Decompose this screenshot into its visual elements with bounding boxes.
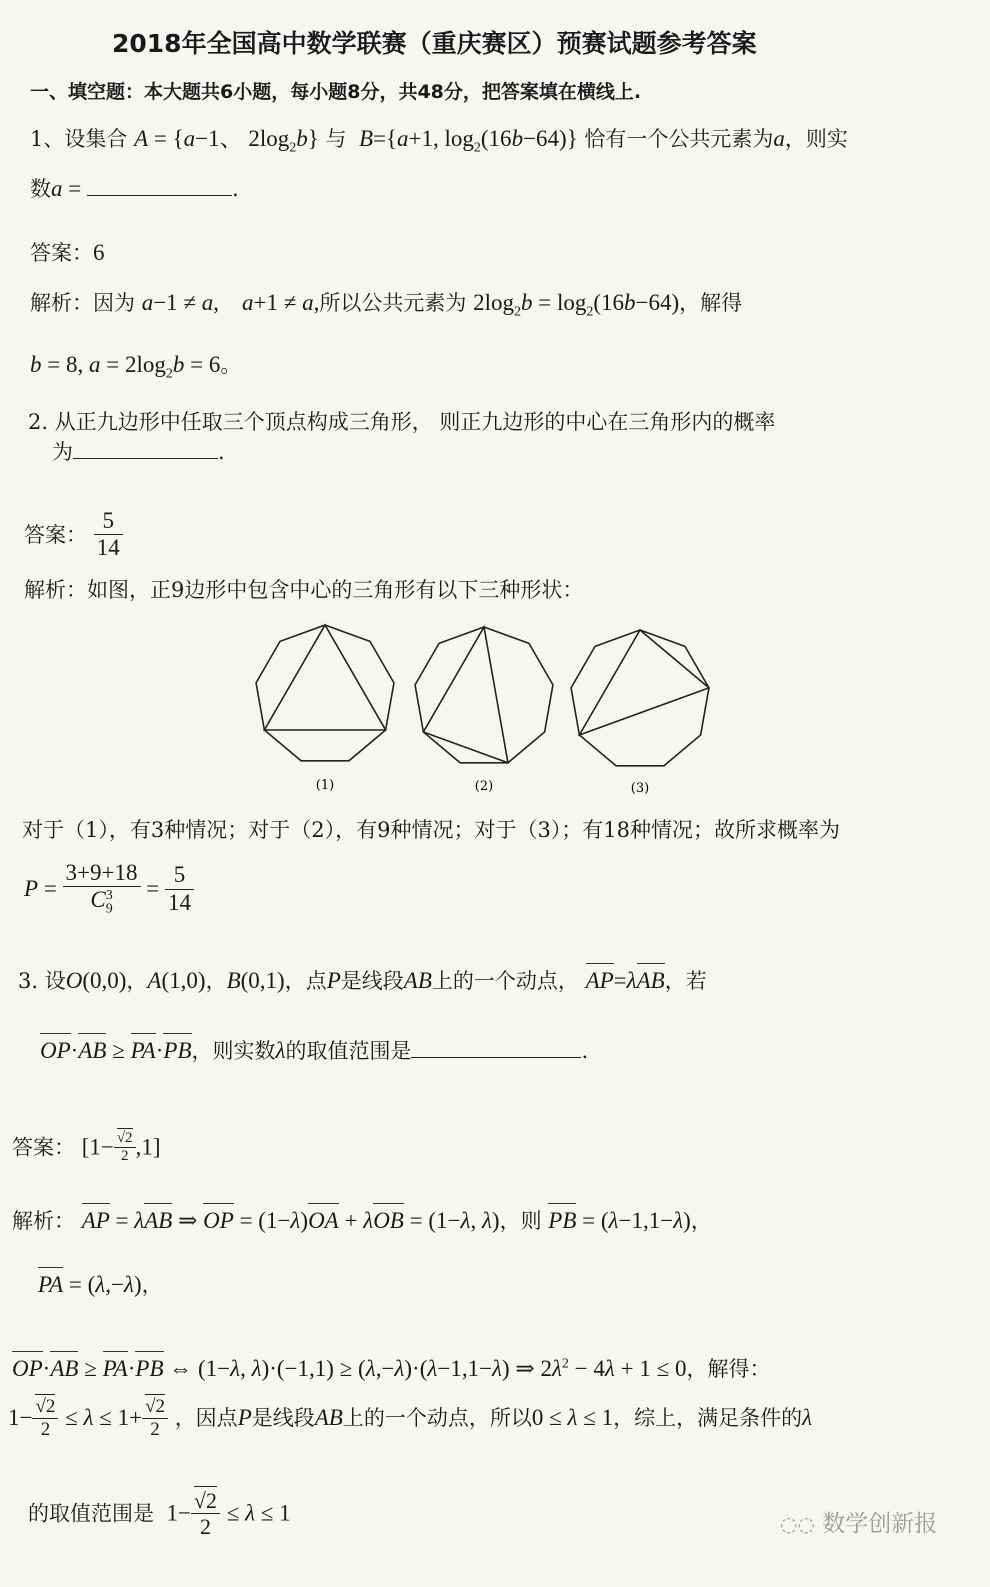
q3-vector-pa: PA = (λ,−λ)， [38,1272,163,1297]
nonagon-figures [240,615,730,805]
q1-solution-result: b = 8, $a = 2\log_2b = 6$。 [30,352,242,382]
q1-statement-line2: 数a = . [30,176,239,201]
section-heading: 一、填空题：本大题共6小题，每小题8分，共48分，把答案填在横线上. [30,81,642,103]
nonagon-3 [571,630,709,766]
q1-statement: 1、设集合 A = {a−1、 $2\log_2b$} 与 B={a+1, $\log_2(16b-64)$} 恰有一个公共元素为a，则实 [30,126,848,156]
fig-label-1: (1) [315,778,335,793]
q2-statement: 2. 从正九边形中任取三个顶点构成三角形， 则正九边形的中心在三角形内的概率 [28,410,776,434]
wechat-icon: ◌◌ [780,1512,815,1536]
q2-answer: 答案： $\frac{5}{14}$ [24,508,123,562]
q2-probability-formula: P = $\frac{3+9+18}{C_9^3}$ = $\frac{5}{14}$ [24,860,194,918]
q1-solution: 解析：因为 a−1 ≠ a, a+1 ≠ a,所以公共元素为 $2\log_2b = \log_2(16b-64)$，解得 [30,290,743,320]
q1-answer: 答案：6 [30,240,105,265]
q3-statement-line2: OP·AB ≥ PA·PB，则实数λ的取值范围是 . [40,1038,589,1063]
nonagon-1 [256,625,394,761]
watermark: ◌◌ 数学创新报 [780,1511,938,1537]
q3-range: 1− $\frac{√2}{2}$ ≤ λ ≤ 1+ $\frac{√2}{2}$ ，因点P是线段AB上的一个动点，所以0 ≤ λ ≤ 1，综上，满足条件的λ [8,1396,813,1440]
page-title: 2018年全国高中数学联赛（重庆赛区）预赛试题参考答案 [112,29,757,58]
fig-label-2: (2) [474,779,494,794]
answer-blank [73,458,218,459]
answer-blank [87,195,232,196]
answer-blank [411,1057,581,1058]
q2-statement-line2: 为 . [52,440,225,464]
q3-solution: 解析： AP = λAB ⇒ OP = (1−λ)OA + λOB = (1−λ, λ)，则 PB = (λ−1,1−λ)， [12,1208,712,1233]
q2-solution: 解析：如图，正9边形中包含中心的三角形有以下三种形状： [24,578,584,602]
q3-inequality: OP·AB ≥ PA·PB ⇔ (1−λ, λ)·(−1,1) ≥ (λ,−λ)·(λ−1,1−λ) ⇒ $2\lambda^2 - 4\lambda + 1 \le 0$，解得： [12,1356,771,1381]
q3-statement: 3. 设O(0,0)，A(1,0)，B(0,1)，点P是线段AB上的一个动点， AP=λAB，若 [18,968,707,993]
q3-answer: 答案： [1− $\frac{√2}{2}$ ,1] [12,1130,161,1165]
nonagon-2 [415,627,553,763]
q3-conclusion: 的取值范围是 1− $\frac{√2}{2}$ ≤ λ ≤ 1 [28,1488,291,1540]
fig-label-3: (3) [630,781,650,796]
q2-cases: 对于（1），有3种情况；对于（2），有9种情况；对于（3）；有18种情况；故所求概率为 [22,818,841,842]
